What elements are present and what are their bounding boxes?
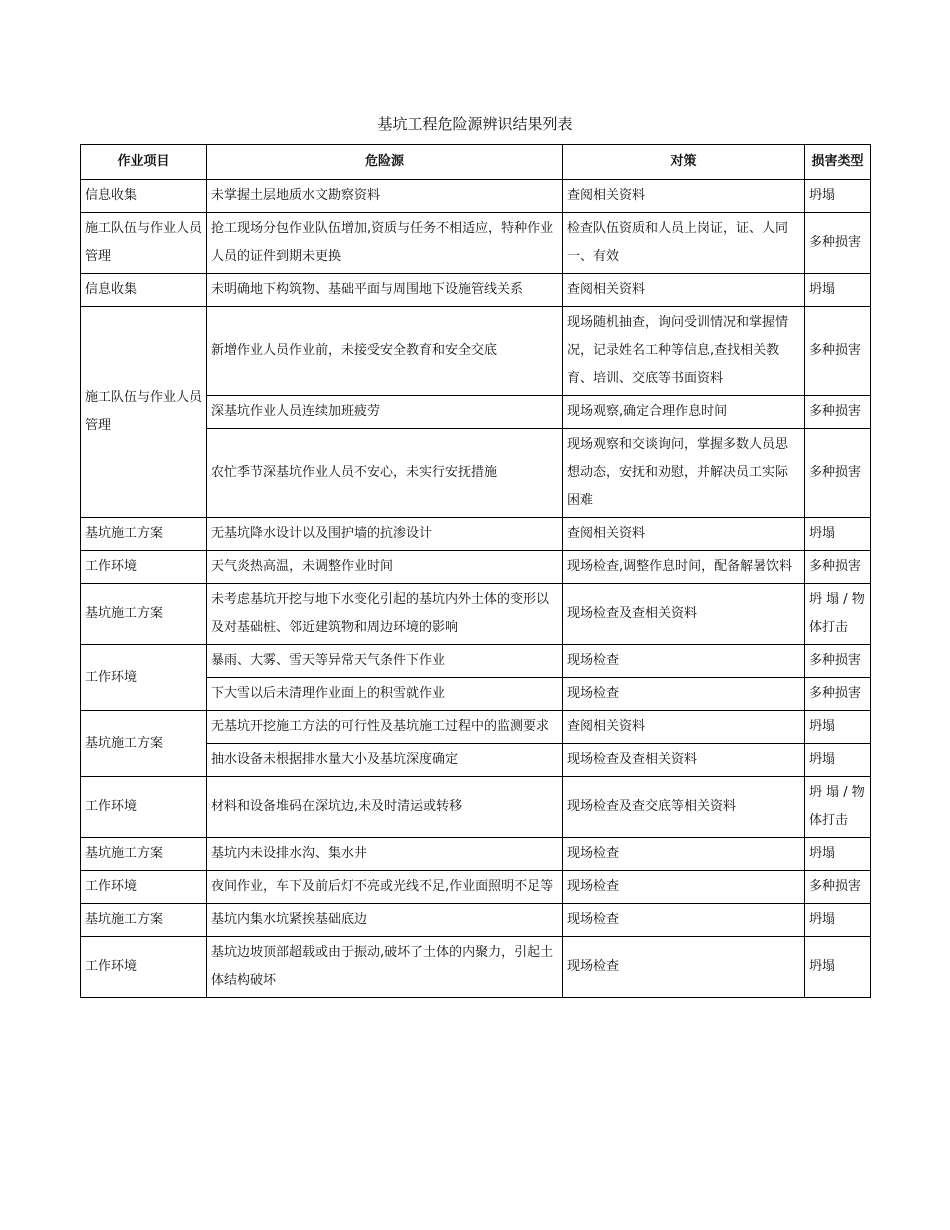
hazard-cell: 新增作业人员作业前，未接受安全教育和安全交底 [207,307,563,396]
damage-type-cell: 多种损害 [805,307,871,396]
damage-type-cell: 多种损害 [805,551,871,584]
table-row [81,307,871,396]
table-row [81,584,871,645]
damage-type-cell: 坍塌 [805,904,871,937]
hazard-cell: 无基坑开挖施工方法的可行性及基坑施工过程中的监测要求 [207,711,563,744]
hazard-cell: 农忙季节深基坑作业人员不安心，未实行安抚措施 [207,429,563,518]
hazard-cell: 抢工现场分包作业队伍增加,资质与任务不相适应，特种作业人员的证件到期未更换 [207,213,563,274]
table-row [81,871,871,904]
measure-cell: 检查队伍资质和人员上岗证，证、人同一、有效 [563,213,805,274]
hazard-cell: 暴雨、大雾、雪天等异常天气条件下作业 [207,645,563,678]
table-row [81,213,871,274]
header-work-item: 作业项目 [81,145,207,180]
damage-type-cell: 坍塌 [805,937,871,998]
work-item-cell: 施工队伍与作业人员管理 [81,307,207,518]
table-row [81,180,871,213]
damage-type-cell: 多种损害 [805,396,871,429]
header-damage-type: 损害类型 [805,145,871,180]
hazard-cell: 基坑内未设排水沟、集水井 [207,838,563,871]
header-measure: 对策 [563,145,805,180]
work-item-cell: 施工队伍与作业人员管理 [81,213,207,274]
damage-type-cell: 坍塌 [805,744,871,777]
measure-cell: 现场观察和交谈询问，掌握多数人员思想动态，安抚和劝慰，并解决员工实际困难 [563,429,805,518]
measure-cell: 现场检查,调整作息时间，配备解暑饮料 [563,551,805,584]
measure-cell: 查阅相关资料 [563,180,805,213]
work-item-cell: 基坑施工方案 [81,904,207,937]
work-item-cell: 基坑施工方案 [81,711,207,777]
table-row [81,645,871,678]
measure-cell: 现场检查及查相关资料 [563,584,805,645]
damage-type-cell: 坍 塌 / 物体打击 [805,777,871,838]
table-row [81,274,871,307]
table-row [81,518,871,551]
table-row [81,937,871,998]
hazard-cell: 基坑内集水坑紧挨基础底边 [207,904,563,937]
measure-cell: 查阅相关资料 [563,518,805,551]
measure-cell: 现场检查 [563,937,805,998]
table-row [81,904,871,937]
damage-type-cell: 多种损害 [805,213,871,274]
hazard-cell: 基坑边坡顶部超载或由于振动,破坏了土体的内聚力，引起土体结构破坏 [207,937,563,998]
table-row [81,838,871,871]
table-row [81,551,871,584]
work-item-cell: 工作环境 [81,777,207,838]
measure-cell: 现场检查及查相关资料 [563,744,805,777]
hazard-cell: 未掌握土层地质水文勘察资料 [207,180,563,213]
measure-cell: 现场检查 [563,678,805,711]
measure-cell: 现场检查 [563,871,805,904]
damage-type-cell: 坍塌 [805,274,871,307]
hazard-cell: 无基坑降水设计以及围护墙的抗渗设计 [207,518,563,551]
measure-cell: 现场检查 [563,904,805,937]
work-item-cell: 基坑施工方案 [81,838,207,871]
table-row [81,777,871,838]
hazard-cell: 未考虑基坑开挖与地下水变化引起的基坑内外土体的变形以及对基础桩、邻近建筑物和周边环境的影响 [207,584,563,645]
damage-type-cell: 坍塌 [805,838,871,871]
work-item-cell: 信息收集 [81,274,207,307]
damage-type-cell: 坍 塌 / 物体打击 [805,584,871,645]
table-row [81,711,871,744]
measure-cell: 现场观察,确定合理作息时间 [563,396,805,429]
hazard-cell: 抽水设备未根据排水量大小及基坑深度确定 [207,744,563,777]
hazard-cell: 材料和设备堆码在深坑边,未及时清运或转移 [207,777,563,838]
damage-type-cell: 坍塌 [805,180,871,213]
work-item-cell: 工作环境 [81,551,207,584]
work-item-cell: 信息收集 [81,180,207,213]
damage-type-cell: 坍塌 [805,711,871,744]
damage-type-cell: 多种损害 [805,678,871,711]
damage-type-cell: 多种损害 [805,645,871,678]
damage-type-cell: 多种损害 [805,429,871,518]
measure-cell: 查阅相关资料 [563,274,805,307]
damage-type-cell: 坍塌 [805,518,871,551]
header-hazard: 危险源 [207,145,563,180]
measure-cell: 现场检查 [563,838,805,871]
work-item-cell: 工作环境 [81,937,207,998]
work-item-cell: 工作环境 [81,871,207,904]
hazard-cell: 深基坑作业人员连续加班疲劳 [207,396,563,429]
document-title: 基坑工程危险源辨识结果列表 [377,115,573,133]
hazard-cell: 未明确地下构筑物、基础平面与周围地下设施管线关系 [207,274,563,307]
measure-cell: 现场检查及查交底等相关资料 [563,777,805,838]
work-item-cell: 基坑施工方案 [81,518,207,551]
measure-cell: 查阅相关资料 [563,711,805,744]
damage-type-cell: 多种损害 [805,871,871,904]
work-item-cell: 基坑施工方案 [81,584,207,645]
hazard-cell: 下大雪以后未清理作业面上的积雪就作业 [207,678,563,711]
work-item-cell: 工作环境 [81,645,207,711]
hazard-cell: 夜间作业，车下及前后灯不亮或光线不足,作业面照明不足等 [207,871,563,904]
measure-cell: 现场随机抽查，询问受训情况和掌握情况，记录姓名工种等信息,查找相关教育、培训、交底等书面资料 [563,307,805,396]
hazard-cell: 天气炎热高温，未调整作业时间 [207,551,563,584]
measure-cell: 现场检查 [563,645,805,678]
table-header-row [81,145,871,180]
hazard-table [80,144,871,998]
